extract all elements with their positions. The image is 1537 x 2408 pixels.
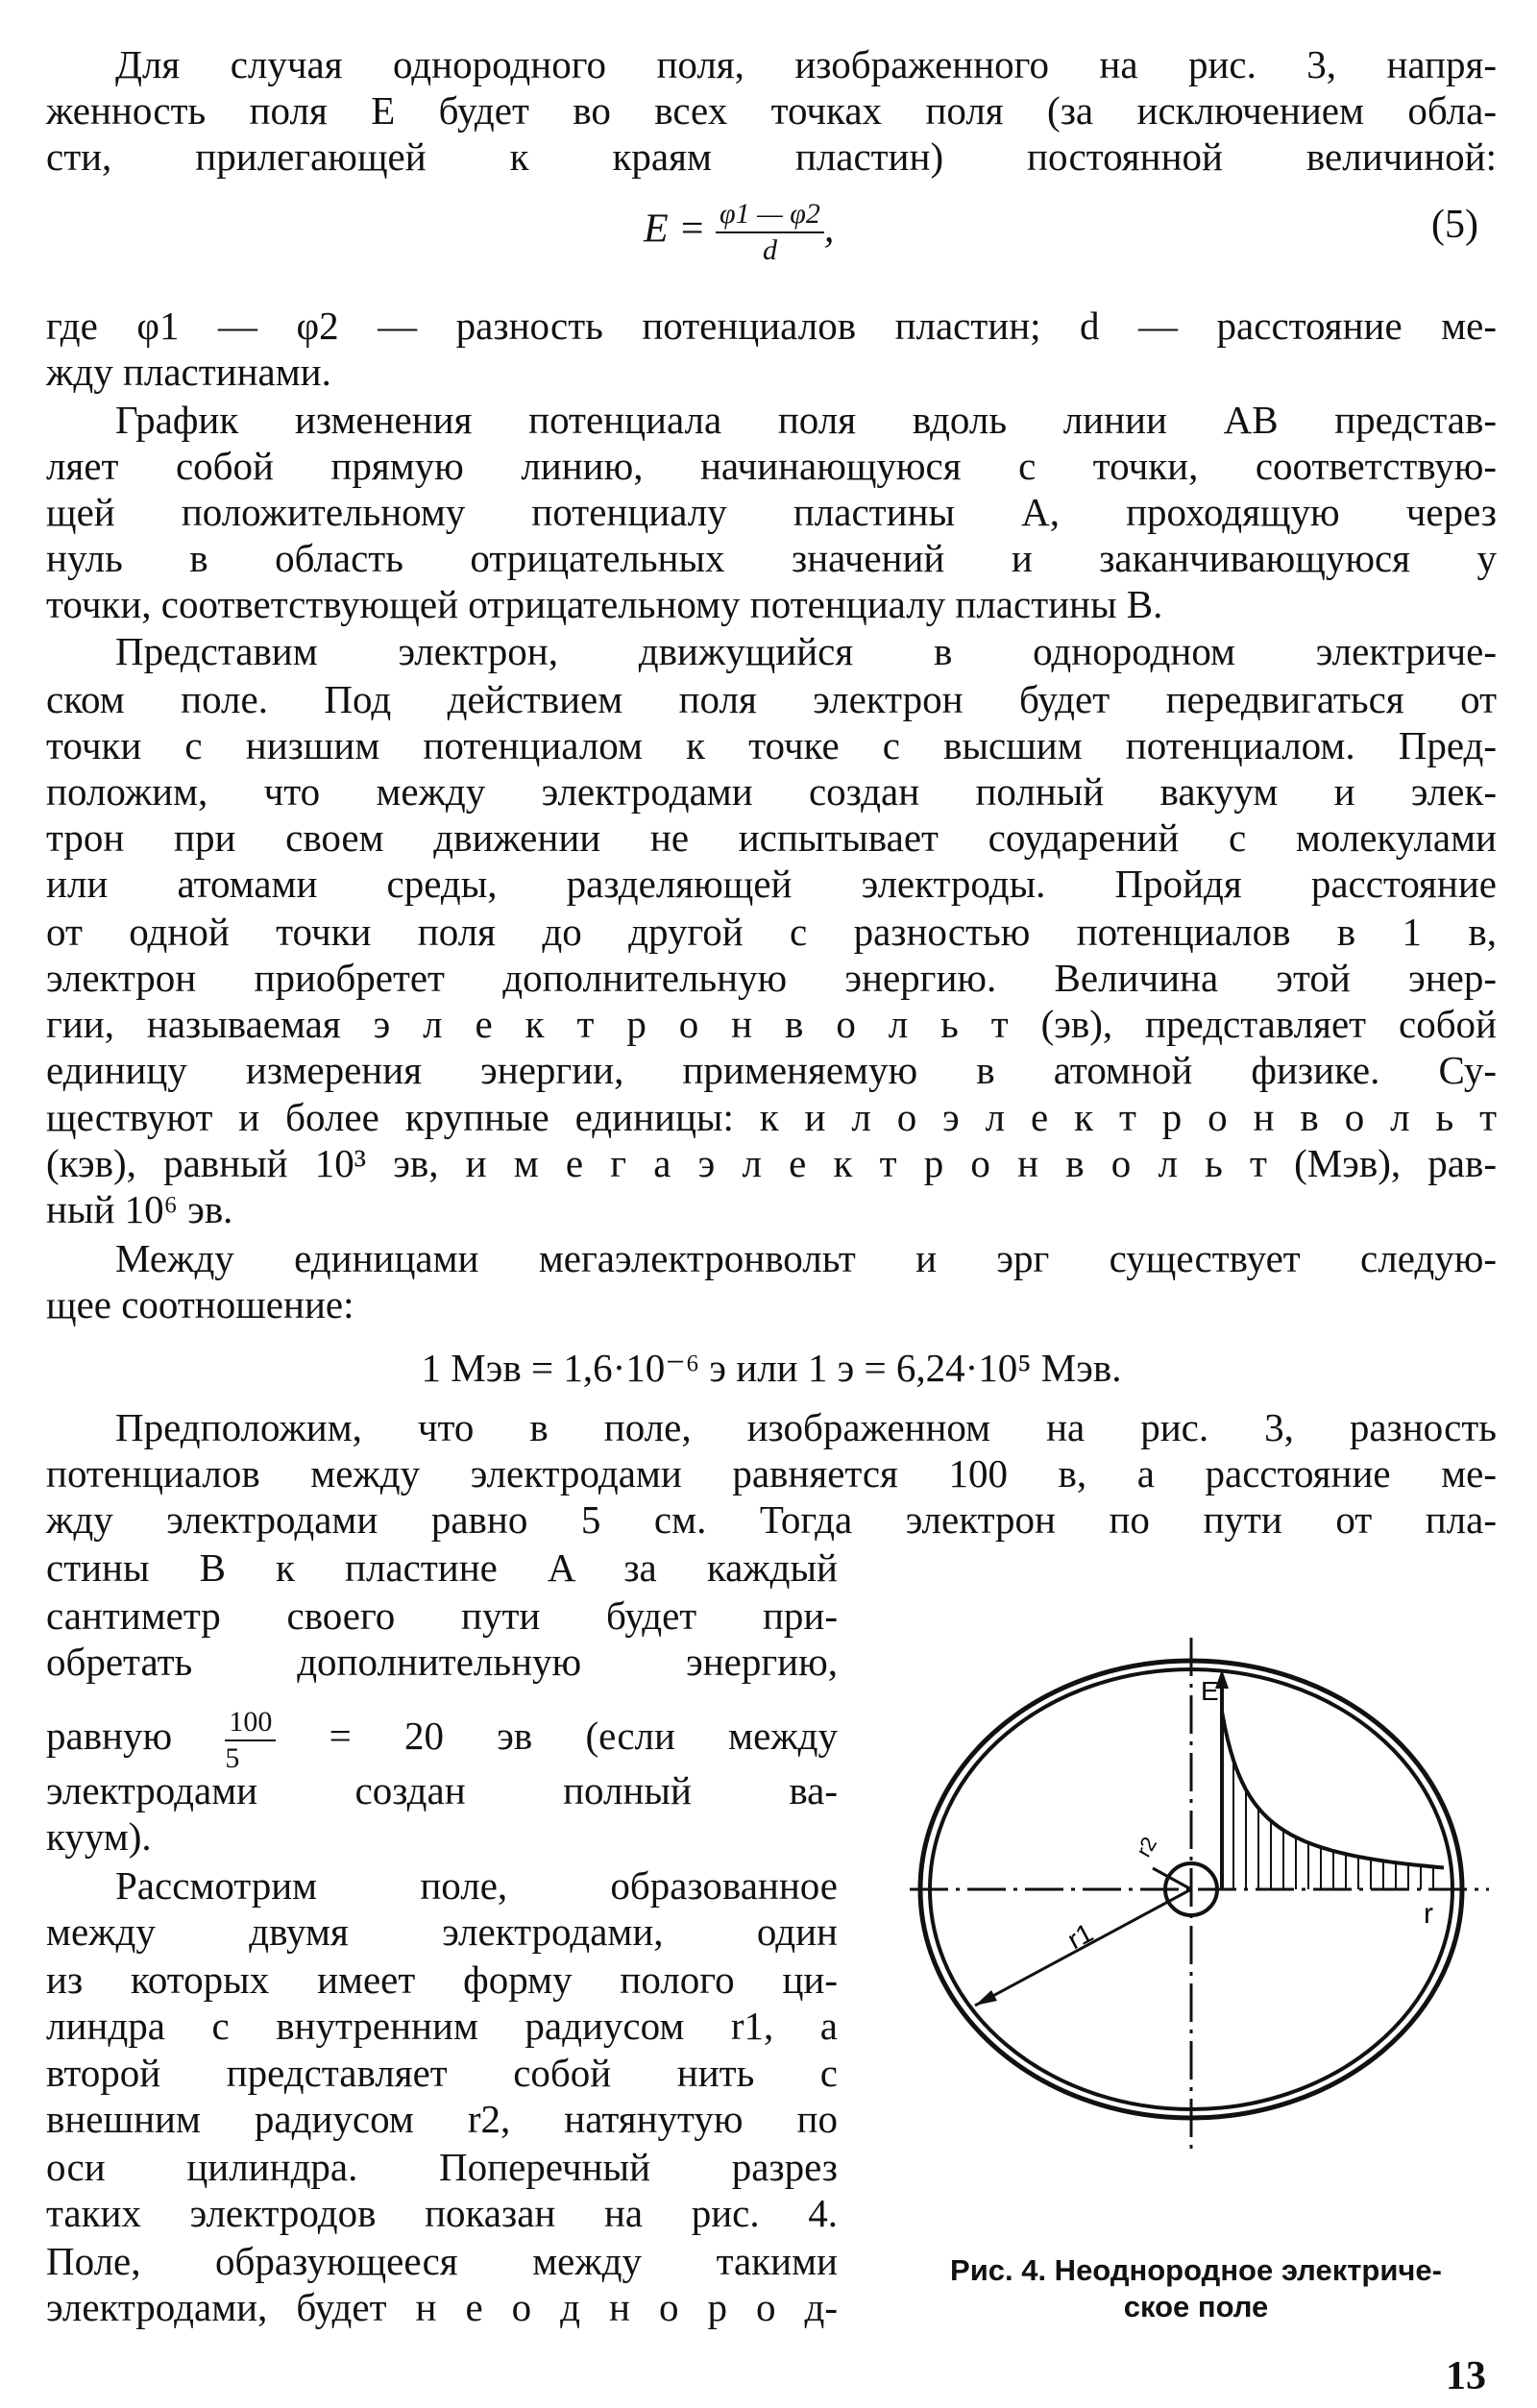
text-line: электродами, будет н е о д н о р о д- bbox=[46, 2284, 838, 2329]
text-line: из которых имеет форму полого ци- bbox=[46, 1957, 838, 2002]
page-number: 13 bbox=[1446, 2354, 1486, 2398]
text-line: женность поля E будет во всех точках поля (за исключением обла- bbox=[46, 88, 1497, 134]
text-line: жду пластинами. bbox=[46, 350, 331, 395]
denominator: 5 bbox=[225, 1741, 240, 1774]
text-line: жду электродами равно 5 см. Тогда электрон по пути от пла- bbox=[46, 1497, 1497, 1543]
text-line: Для случая однородного поля, изображенного на рис. 3, напря- bbox=[115, 42, 1497, 87]
text-line: нуль в область отрицательных значений и заканчивающуюся у bbox=[46, 535, 1497, 580]
text-line: таких электродов показан на рис. 4. bbox=[46, 2191, 838, 2235]
text-line: щей положительному потенциалу пластины A, проходящую через bbox=[46, 489, 1497, 534]
text-line: от одной точки поля до другой с разностью потенциалов в 1 в, bbox=[46, 909, 1497, 954]
text-line: где φ1 — φ2 — разность потенциалов пластин; d — расстояние ме- bbox=[46, 304, 1497, 349]
text-line: щее соотношение: bbox=[46, 1282, 354, 1327]
e-curve bbox=[1222, 1712, 1444, 1868]
text-line: Предположим, что в поле, изображенном на рис. 3, разность bbox=[115, 1405, 1497, 1450]
formula-lhs: E = bbox=[644, 207, 706, 252]
caption-line: ское поле bbox=[1123, 2290, 1269, 2323]
label-r1: r1 bbox=[1062, 1917, 1098, 1956]
formula-comma: , bbox=[823, 207, 835, 252]
equation-number: (5) bbox=[1431, 203, 1478, 247]
label-r: r bbox=[1424, 1898, 1433, 1930]
text-line: второй представляет собой нить с bbox=[46, 2051, 838, 2096]
text-line: сти, прилегающей к краям пластин) постоянной величиной: bbox=[46, 134, 1497, 180]
text-line: точки с низшим потенциалом к точке с высшим потенциалом. Пред- bbox=[46, 723, 1497, 767]
text-line: ществуют и более крупные единицы: к и л о э л е к т р о н в о л ь т bbox=[46, 1095, 1497, 1140]
label-e: E bbox=[1201, 1676, 1219, 1706]
text-line: Представим электрон, движущийся в однородном электриче- bbox=[115, 629, 1497, 674]
text-line: единицу измерения энергии, применяемую в атомной физике. Су- bbox=[46, 1047, 1497, 1092]
text-line: обретать дополнительную энергию, bbox=[46, 1639, 838, 1684]
caption-line: Рис. 4. Неоднородное электриче- bbox=[950, 2253, 1442, 2287]
numerator: 100 bbox=[225, 1705, 276, 1741]
eq-suffix: = 20 эв (если между bbox=[329, 1714, 839, 1758]
text-line: положим, что между электродами создан полный вакуум и элек- bbox=[46, 769, 1497, 814]
label-r2: r2 bbox=[1131, 1833, 1162, 1861]
text-line: электрон приобретет дополнительную энергию. Величина этой энер- bbox=[46, 955, 1497, 1000]
text-line: оси цилиндра. Поперечный разрез bbox=[46, 2145, 838, 2189]
text-line: стины B к пластине A за каждый bbox=[46, 1545, 838, 1590]
formula-mev: 1 Мэв = 1,6·10⁻⁶ э или 1 э = 6,24·10⁵ Мэв. bbox=[421, 1346, 1122, 1390]
denominator: d bbox=[762, 234, 777, 266]
text-line: гии, называемая э л е к т р о н в о л ь т (эв), представляет собой bbox=[46, 1001, 1497, 1046]
text-line: сантиметр своего пути будет при- bbox=[46, 1593, 838, 1638]
text-line: (кэв), равный 10³ эв, и м е г а э л е к т р о н в о л ь т (Мэв), рав- bbox=[46, 1141, 1497, 1186]
field-hatching bbox=[1233, 1761, 1433, 1890]
text-line: точки, соответствующей отрицательному потенциалу пластины B. bbox=[46, 581, 1163, 626]
text-line: Поле, образующееся между такими bbox=[46, 2238, 838, 2283]
text-line: электродами создан полный ва- bbox=[46, 1768, 838, 1812]
text-line: Между единицами мегаэлектронвольт и эрг существует следую- bbox=[115, 1236, 1497, 1281]
text-line: ный 10⁶ эв. bbox=[46, 1187, 233, 1232]
eq-prefix: равную bbox=[46, 1714, 173, 1758]
text-line: линдра с внутренним радиусом r1, а bbox=[46, 2003, 838, 2048]
text-line: трон при своем движении не испытывает соударений с молекулами bbox=[46, 815, 1497, 860]
text-line: ляет собой прямую линию, начинающуюся с точки, соответствую- bbox=[46, 443, 1497, 488]
text-line: внешним радиусом r2, натянутую по bbox=[46, 2097, 838, 2142]
text-line: Рассмотрим поле, образованное bbox=[115, 1863, 838, 1909]
text-line: между двумя электродами, один bbox=[46, 1909, 838, 1955]
text-line: потенциалов между электродами равняется 100 в, а расстояние ме- bbox=[46, 1451, 1497, 1496]
text-line: График изменения потенциала поля вдоль линии AB представ- bbox=[115, 397, 1497, 442]
text-line: или атомами среды, разделяющей электроды. Пройдя расстояние bbox=[46, 862, 1497, 906]
numerator: φ1 — φ2 bbox=[716, 197, 824, 233]
figure-caption bbox=[889, 2252, 1503, 2325]
text-line: ском поле. Под действием поля электрон будет передвигаться от bbox=[46, 677, 1497, 721]
text-line: куум). bbox=[46, 1814, 152, 1859]
r1-arrowhead bbox=[975, 1990, 997, 2006]
